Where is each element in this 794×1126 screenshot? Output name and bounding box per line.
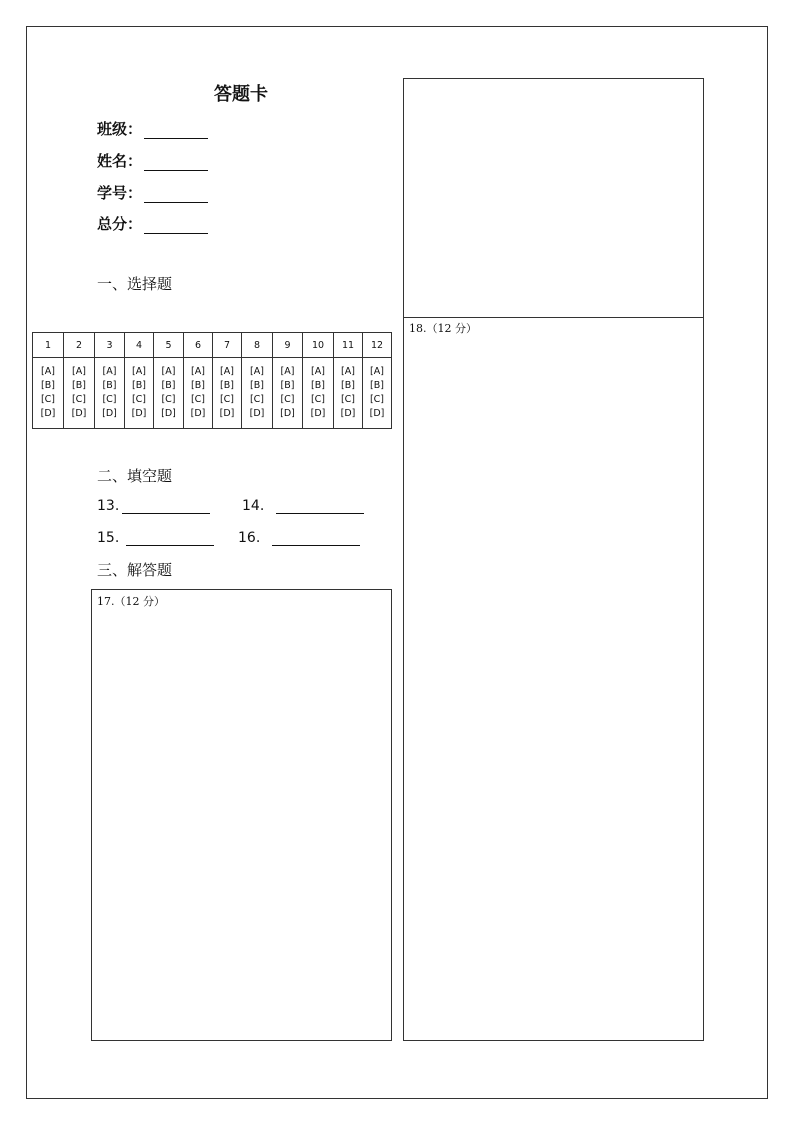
option-bubble[interactable]: [C]	[249, 394, 265, 405]
answer-box-17-label: 17.（12 分）	[97, 595, 165, 608]
fill-number: 15.	[97, 530, 120, 546]
option-bubble[interactable]: [D]	[131, 408, 147, 419]
fill-item-13	[97, 498, 210, 514]
option-bubble[interactable]: [B]	[132, 380, 146, 391]
blank-answer-box[interactable]	[403, 78, 704, 318]
option-bubble[interactable]: [C]	[369, 394, 385, 405]
choice-number-row	[33, 333, 392, 358]
option-bubble[interactable]: [C]	[340, 394, 356, 405]
fill-blank-15[interactable]	[126, 531, 214, 546]
option-bubble[interactable]: [A]	[370, 366, 384, 377]
option-bubble[interactable]: [B]	[191, 380, 205, 391]
option-cell	[273, 358, 303, 429]
question-number: 10	[303, 333, 334, 358]
answer-box-18[interactable]	[403, 317, 704, 1041]
answer-box-18-label: 18.（12 分）	[409, 322, 477, 335]
option-bubble[interactable]: [A]	[72, 366, 86, 377]
option-cell	[334, 358, 363, 429]
fill-blank-16[interactable]	[272, 531, 360, 546]
fill-item-16	[238, 530, 360, 546]
question-number: 1	[33, 333, 64, 358]
option-bubble[interactable]: [B]	[280, 380, 295, 391]
option-bubble[interactable]: [A]	[161, 366, 176, 377]
option-bubble[interactable]: [C]	[280, 394, 295, 405]
option-bubble[interactable]: [B]	[311, 380, 325, 391]
choice-options-row	[33, 358, 392, 429]
option-bubble[interactable]: [C]	[219, 394, 235, 405]
question-number: 5	[154, 333, 184, 358]
option-cell	[95, 358, 125, 429]
class-blank[interactable]	[144, 124, 208, 139]
question-number: 12	[363, 333, 392, 358]
class-field	[97, 118, 208, 139]
option-bubble[interactable]: [A]	[41, 366, 55, 377]
option-bubble[interactable]: [A]	[341, 366, 355, 377]
section-answer-heading: 三、解答题	[97, 561, 173, 579]
name-label: 姓名：	[97, 152, 143, 170]
option-bubble[interactable]: [A]	[311, 366, 325, 377]
option-cell	[125, 358, 154, 429]
option-bubble[interactable]: [D]	[369, 408, 385, 419]
student-id-field	[97, 182, 208, 203]
option-cell	[242, 358, 273, 429]
question-number: 11	[334, 333, 363, 358]
option-bubble[interactable]: [B]	[102, 380, 117, 391]
option-bubble[interactable]: [C]	[40, 394, 56, 405]
class-label: 班级：	[97, 120, 143, 138]
answer-box-17[interactable]	[91, 589, 392, 1041]
question-number: 9	[273, 333, 303, 358]
total-score-blank[interactable]	[144, 219, 208, 234]
option-bubble[interactable]: [B]	[161, 380, 176, 391]
option-cell	[33, 358, 64, 429]
option-bubble[interactable]: [C]	[71, 394, 87, 405]
fill-number: 16.	[238, 530, 261, 546]
fill-blank-14[interactable]	[276, 499, 364, 514]
fill-blank-13[interactable]	[122, 499, 210, 514]
option-bubble[interactable]: [C]	[102, 394, 117, 405]
option-bubble[interactable]: [C]	[131, 394, 147, 405]
option-bubble[interactable]: [D]	[71, 408, 87, 419]
option-bubble[interactable]: [D]	[40, 408, 56, 419]
option-bubble[interactable]: [A]	[132, 366, 146, 377]
option-bubble[interactable]: [B]	[370, 380, 384, 391]
choice-answer-table	[32, 332, 392, 429]
option-bubble[interactable]: [C]	[310, 394, 326, 405]
option-bubble[interactable]: [A]	[102, 366, 117, 377]
fill-number: 13.	[97, 498, 120, 514]
option-bubble[interactable]: [D]	[280, 408, 295, 419]
name-blank[interactable]	[144, 156, 208, 171]
option-bubble[interactable]: [D]	[102, 408, 117, 419]
option-bubble[interactable]: [D]	[340, 408, 356, 419]
option-bubble[interactable]: [A]	[280, 366, 295, 377]
option-bubble[interactable]: [B]	[250, 380, 264, 391]
fill-item-14	[242, 498, 364, 514]
student-id-label: 学号：	[97, 184, 143, 202]
total-score-field	[97, 213, 208, 234]
option-cell	[184, 358, 213, 429]
option-bubble[interactable]: [D]	[190, 408, 206, 419]
section-fill-heading: 二、填空题	[97, 467, 173, 485]
option-bubble[interactable]: [B]	[41, 380, 55, 391]
option-cell	[303, 358, 334, 429]
option-bubble[interactable]: [B]	[220, 380, 234, 391]
option-cell	[213, 358, 242, 429]
option-bubble[interactable]: [A]	[191, 366, 205, 377]
section-choice-heading: 一、选择题	[97, 275, 173, 293]
fill-item-15	[97, 530, 214, 546]
option-cell	[363, 358, 392, 429]
option-cell	[64, 358, 95, 429]
fill-number: 14.	[242, 498, 265, 514]
option-bubble[interactable]: [B]	[341, 380, 355, 391]
question-number: 4	[125, 333, 154, 358]
question-number: 6	[184, 333, 213, 358]
name-field	[97, 150, 208, 171]
student-id-blank[interactable]	[144, 188, 208, 203]
option-cell	[154, 358, 184, 429]
option-bubble[interactable]: [D]	[161, 408, 176, 419]
question-number: 7	[213, 333, 242, 358]
option-bubble[interactable]: [B]	[72, 380, 86, 391]
option-bubble[interactable]: [C]	[190, 394, 206, 405]
question-number: 2	[64, 333, 95, 358]
question-number: 8	[242, 333, 273, 358]
question-number: 3	[95, 333, 125, 358]
option-bubble[interactable]: [D]	[310, 408, 326, 419]
option-bubble[interactable]: [C]	[161, 394, 176, 405]
option-bubble[interactable]: [D]	[219, 408, 235, 419]
option-bubble[interactable]: [D]	[249, 408, 265, 419]
option-bubble[interactable]: [A]	[220, 366, 234, 377]
total-score-label: 总分：	[97, 215, 143, 233]
option-bubble[interactable]: [A]	[250, 366, 264, 377]
page-title: 答题卡	[214, 84, 268, 105]
